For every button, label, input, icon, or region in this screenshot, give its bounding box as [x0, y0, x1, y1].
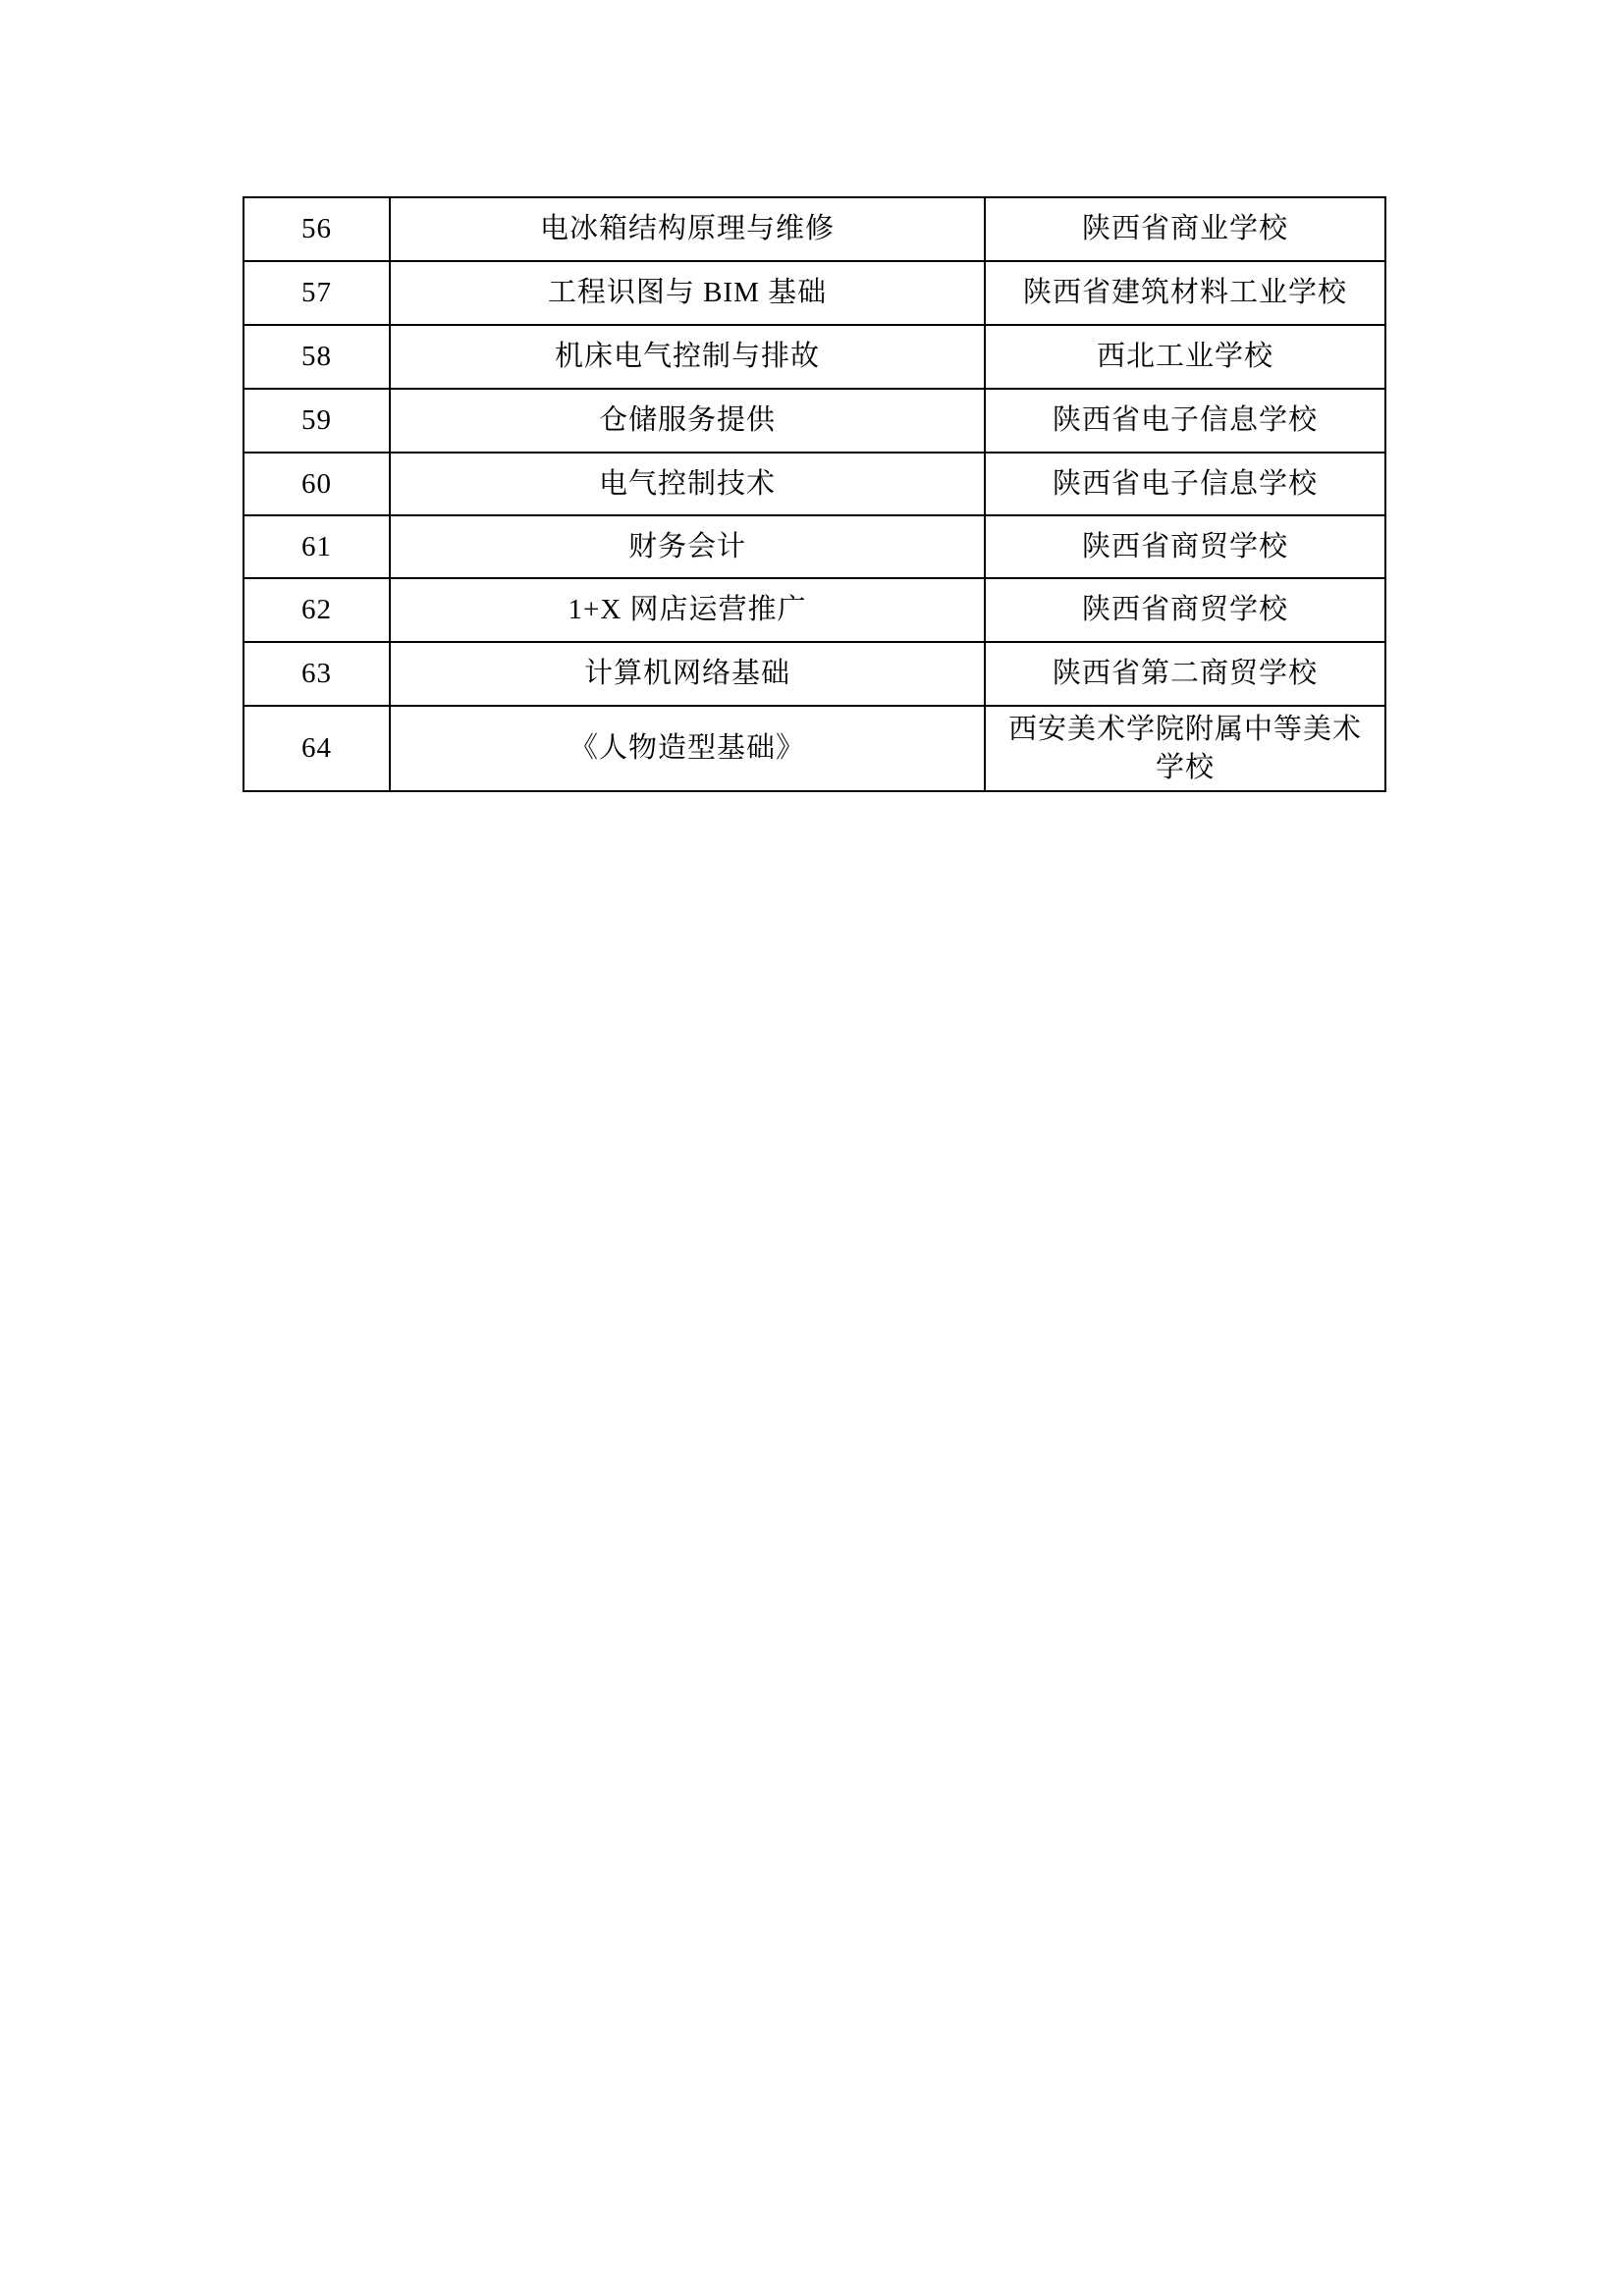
row-number-cell: 59: [244, 389, 390, 453]
row-number-cell: 58: [244, 325, 390, 389]
table-row: [244, 642, 1385, 706]
row-number-cell: 64: [244, 706, 390, 791]
school-name-cell: 陕西省商贸学校: [985, 578, 1385, 642]
course-name-cell: 计算机网络基础: [390, 642, 985, 706]
school-name-cell: 西北工业学校: [985, 325, 1385, 389]
course-name-cell: 《人物造型基础》: [390, 706, 985, 791]
course-school-table: [243, 196, 1386, 792]
school-name-cell: 陕西省商贸学校: [985, 515, 1385, 578]
school-name-cell: 陕西省商业学校: [985, 197, 1385, 261]
table-row: [244, 578, 1385, 642]
course-name-cell: 电冰箱结构原理与维修: [390, 197, 985, 261]
table-row: [244, 261, 1385, 325]
course-name-cell: 仓储服务提供: [390, 389, 985, 453]
row-number-cell: 63: [244, 642, 390, 706]
school-name-cell: 西安美术学院附属中等美术学校: [985, 706, 1385, 791]
course-name-cell: 财务会计: [390, 515, 985, 578]
table-row: [244, 453, 1385, 515]
school-name-cell: 陕西省电子信息学校: [985, 389, 1385, 453]
school-name-cell: 陕西省电子信息学校: [985, 453, 1385, 515]
row-number-cell: 60: [244, 453, 390, 515]
row-number-cell: 57: [244, 261, 390, 325]
course-name-cell: 工程识图与 BIM 基础: [390, 261, 985, 325]
course-name-cell: 电气控制技术: [390, 453, 985, 515]
table-row: [244, 325, 1385, 389]
row-number-cell: 56: [244, 197, 390, 261]
school-name-cell: 陕西省建筑材料工业学校: [985, 261, 1385, 325]
table-row: [244, 515, 1385, 578]
table-row: [244, 197, 1385, 261]
course-name-cell: 机床电气控制与排故: [390, 325, 985, 389]
table-row: [244, 389, 1385, 453]
school-name-cell: 陕西省第二商贸学校: [985, 642, 1385, 706]
row-number-cell: 62: [244, 578, 390, 642]
course-name-cell: 1+X 网店运营推广: [390, 578, 985, 642]
table-row: [244, 706, 1385, 791]
row-number-cell: 61: [244, 515, 390, 578]
